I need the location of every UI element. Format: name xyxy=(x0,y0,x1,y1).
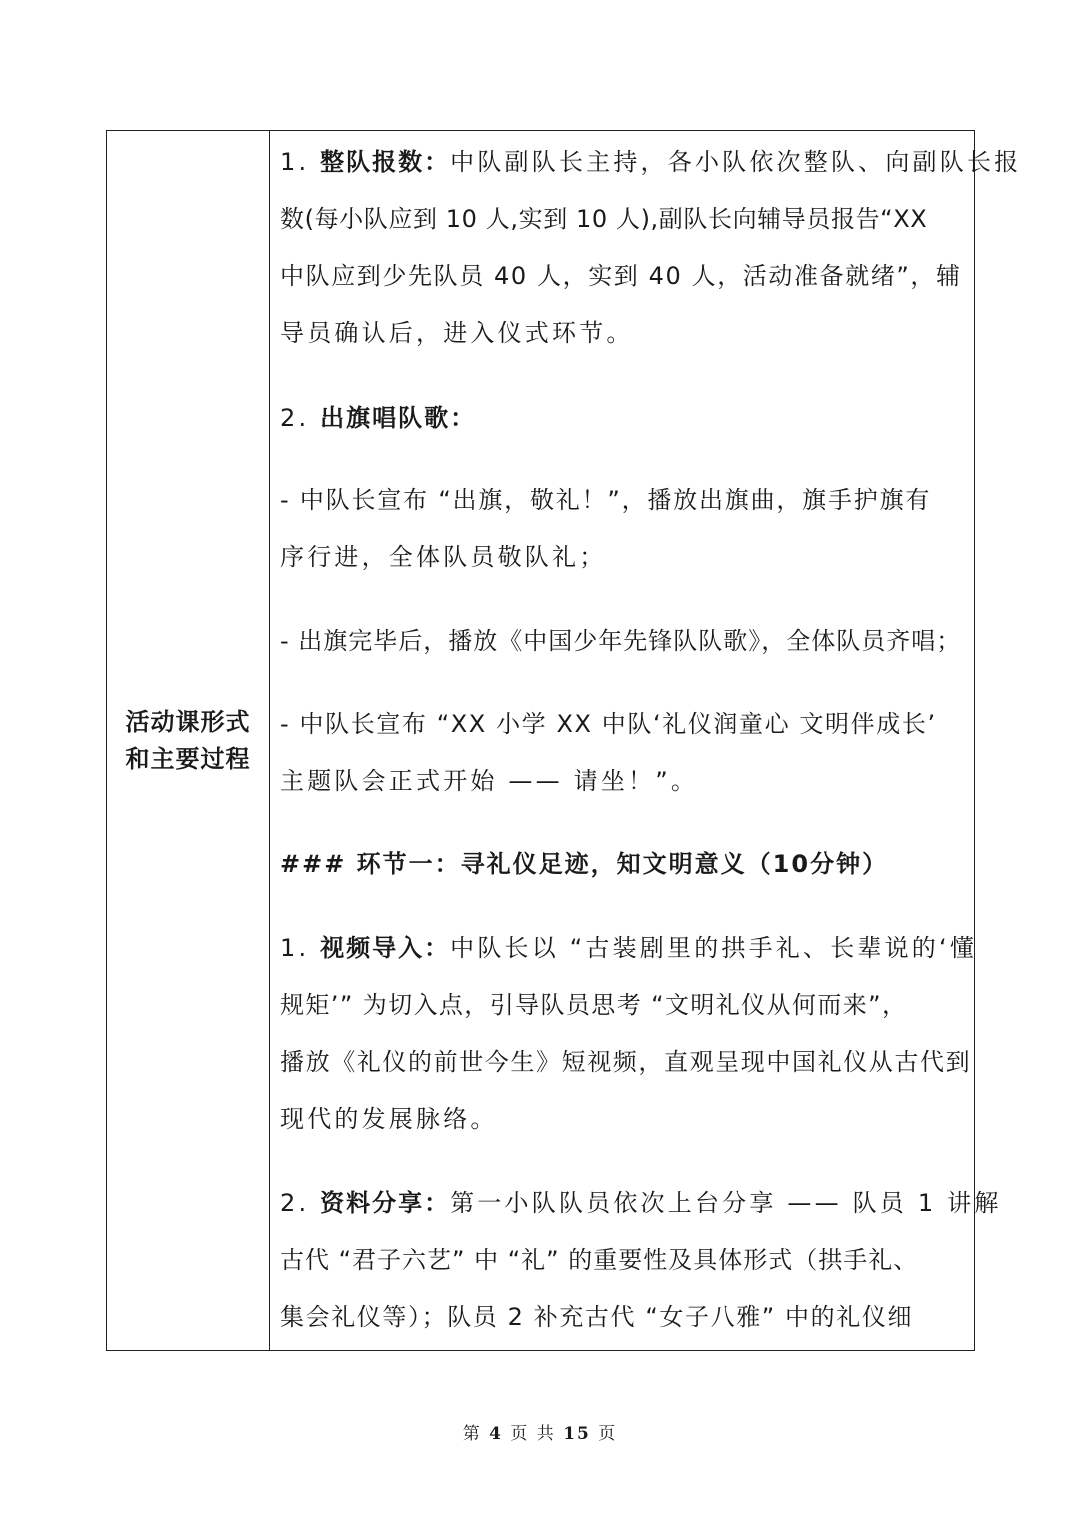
item-heading: 资料分享： xyxy=(320,1189,451,1217)
paragraph-5-line-2: 主题队会正式开始 —— 请坐！”。 xyxy=(280,767,699,795)
paragraph-7-line-1 xyxy=(280,933,978,963)
item-number: 1. xyxy=(280,934,321,962)
item-heading: 整队报数： xyxy=(320,148,451,176)
label-cell xyxy=(107,131,270,1350)
paragraph-1-line-4: 导员确认后，进入仪式环节。 xyxy=(280,319,634,347)
footer-prefix: 第 xyxy=(462,1424,482,1444)
paragraph-8-line-1 xyxy=(280,1188,1002,1218)
item-number: 2. xyxy=(280,404,321,432)
paragraph-4-line-1: - 出旗完毕后，播放《中国少年先锋队队歌》，全体队员齐唱； xyxy=(280,627,962,655)
item-number: 1. xyxy=(280,148,321,176)
paragraph-1-line-2: 数(每小队应到 10 人,实到 10 人),副队长向辅导员报告“XX xyxy=(280,205,928,233)
item-text: 第一小队队员依次上台分享 —— 队员 1 讲解 xyxy=(450,1189,1002,1217)
item-heading: 视频导入： xyxy=(320,934,451,962)
paragraph-7-line-3: 播放《礼仪的前世今生》短视频，直观呈现中国礼仪从古代到 xyxy=(280,1048,972,1076)
paragraph-1-line-1 xyxy=(280,147,1022,177)
item-text: 中队长以 “古装剧里的拱手礼、长辈说的‘懂 xyxy=(450,934,978,962)
paragraph-3-line-1: - 中队长宣布 “出旗，敬礼！”，播放出旗曲，旗手护旗有 xyxy=(280,486,932,514)
footer-middle: 页 共 xyxy=(510,1424,556,1444)
item-text: 中队副队长主持，各小队依次整队、向副队长报 xyxy=(450,148,1022,176)
row-label-line-1: 活动课形式 xyxy=(125,707,251,736)
total-page-count: 15 xyxy=(563,1424,591,1444)
section-heading: ### 环节一：寻礼仪足迹，知文明意义（10分钟） xyxy=(280,850,889,878)
paragraph-8-line-3: 集会礼仪等）；队员 2 补充古代 “女子八雅” 中的礼仪细 xyxy=(280,1303,914,1331)
content-cell xyxy=(270,131,1022,1350)
paragraph-1-line-3: 中队应到少先队员 40 人，实到 40 人，活动准备就绪”，辅 xyxy=(280,262,962,290)
item-number: 2. xyxy=(280,1189,321,1217)
paragraph-7-line-2: 规矩’” 为切入点，引导队员思考 “文明礼仪从何而来”， xyxy=(280,991,908,1019)
content-table xyxy=(106,130,1022,1351)
item-heading: 出旗唱队歌： xyxy=(320,404,477,432)
current-page-number: 4 xyxy=(489,1424,503,1444)
paragraph-7-line-4: 现代的发展脉络。 xyxy=(280,1105,498,1133)
row-label xyxy=(126,704,251,778)
paragraph-2-line-1 xyxy=(280,403,960,433)
paragraph-3-line-2: 序行进，全体队员敬队礼； xyxy=(280,543,607,571)
paragraph-5-line-1: - 中队长宣布 “XX 小学 XX 中队‘礼仪润童心 文明伴成长’ xyxy=(280,710,937,738)
footer-suffix: 页 xyxy=(598,1424,618,1444)
paragraph-8-line-2: 古代 “君子六艺” 中 “礼” 的重要性及具体形式（拱手礼、 xyxy=(280,1246,919,1274)
row-label-line-2: 和主要过程 xyxy=(125,744,251,773)
page-footer xyxy=(0,1419,1080,1444)
